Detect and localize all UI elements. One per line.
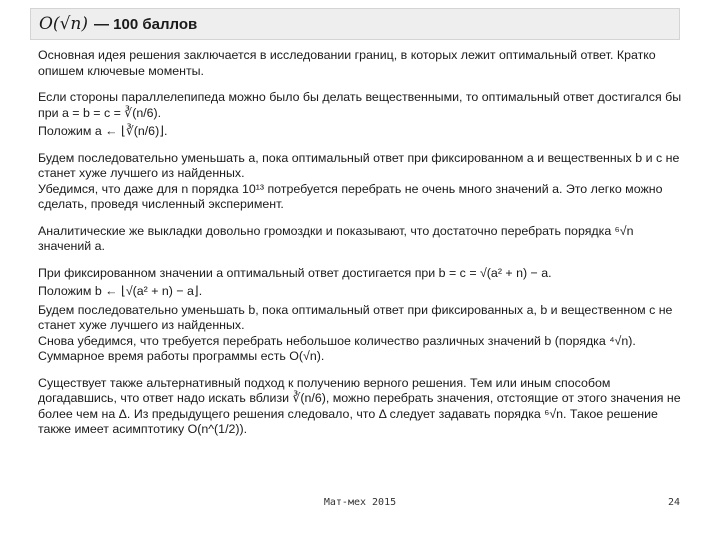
paragraph-intro bbox=[38, 48, 682, 79]
paragraph-analytic bbox=[38, 224, 682, 255]
paragraph-fixed-a bbox=[38, 266, 682, 365]
complexity-formula: O(√n) bbox=[39, 14, 88, 34]
text-line: Существует также альтернативный подход к получению верного решения. Тем или иным способом догадавшись, что ответ надо искать вблизи ∛(n/6), можно перебрать значения, отстоящие от этого значения не более чем на Δ. Из предыдущего решения следовало, что Δ следует задавать порядка ⁶√n. Такое решение также имеет асимптотику O(n^(1/2)). bbox=[38, 375, 681, 436]
text-line: При фиксированном значении a оптимальный ответ достигается при b = c = √(a² + n) − a. bbox=[38, 265, 552, 280]
text-line: Будем последовательно уменьшать b, пока оптимальный ответ при фиксированных a, b и вещественном c не станет хуже лучшего из найденных. bbox=[38, 302, 673, 332]
slide-content bbox=[38, 48, 682, 449]
text-line: Основная идея решения заключается в исследовании границ, в которых лежит оптимальный ответ. Кратко опишем ключевые моменты. bbox=[38, 48, 656, 78]
paragraph-decrease-a bbox=[38, 151, 682, 213]
paragraph-alternative bbox=[38, 376, 682, 438]
page-number: 24 bbox=[667, 497, 680, 508]
text-line: Аналитические же выкладки довольно громоздки и показывают, что достаточно перебрать порядка ⁶√n значений a. bbox=[38, 223, 634, 253]
text-line: Будем последовательно уменьшать a, пока оптимальный ответ при фиксированном a и вещественных b и c не станет хуже лучшего из найденных. bbox=[38, 150, 680, 180]
text-line: Убедимся, что даже для n порядка 10¹³ потребуется перебрать не очень много значений a. Это легко можно сделать, проведя численный эксперимент. bbox=[38, 181, 663, 211]
text-line: Положим a ← ⌊∛(n/6)⌋. bbox=[38, 124, 168, 138]
footer-course: Мат-мех 2015 bbox=[323, 497, 397, 508]
text-line: Суммарное время работы программы есть O(√n). bbox=[38, 349, 325, 363]
slide-header bbox=[30, 8, 680, 40]
paragraph-real-sides bbox=[38, 90, 682, 140]
text-line: Положим b ← ⌊√(a² + n) − a⌋. bbox=[38, 284, 203, 298]
slide-title: — 100 баллов bbox=[93, 15, 198, 33]
text-line: Если стороны параллелепипеда можно было бы делать вещественными, то оптимальный ответ достигался бы при a = b = c = ∛(n/6). bbox=[38, 90, 682, 120]
text-line: Снова убедимся, что требуется перебрать небольшое количество различных значений b (порядка ⁴√n). bbox=[38, 333, 636, 348]
